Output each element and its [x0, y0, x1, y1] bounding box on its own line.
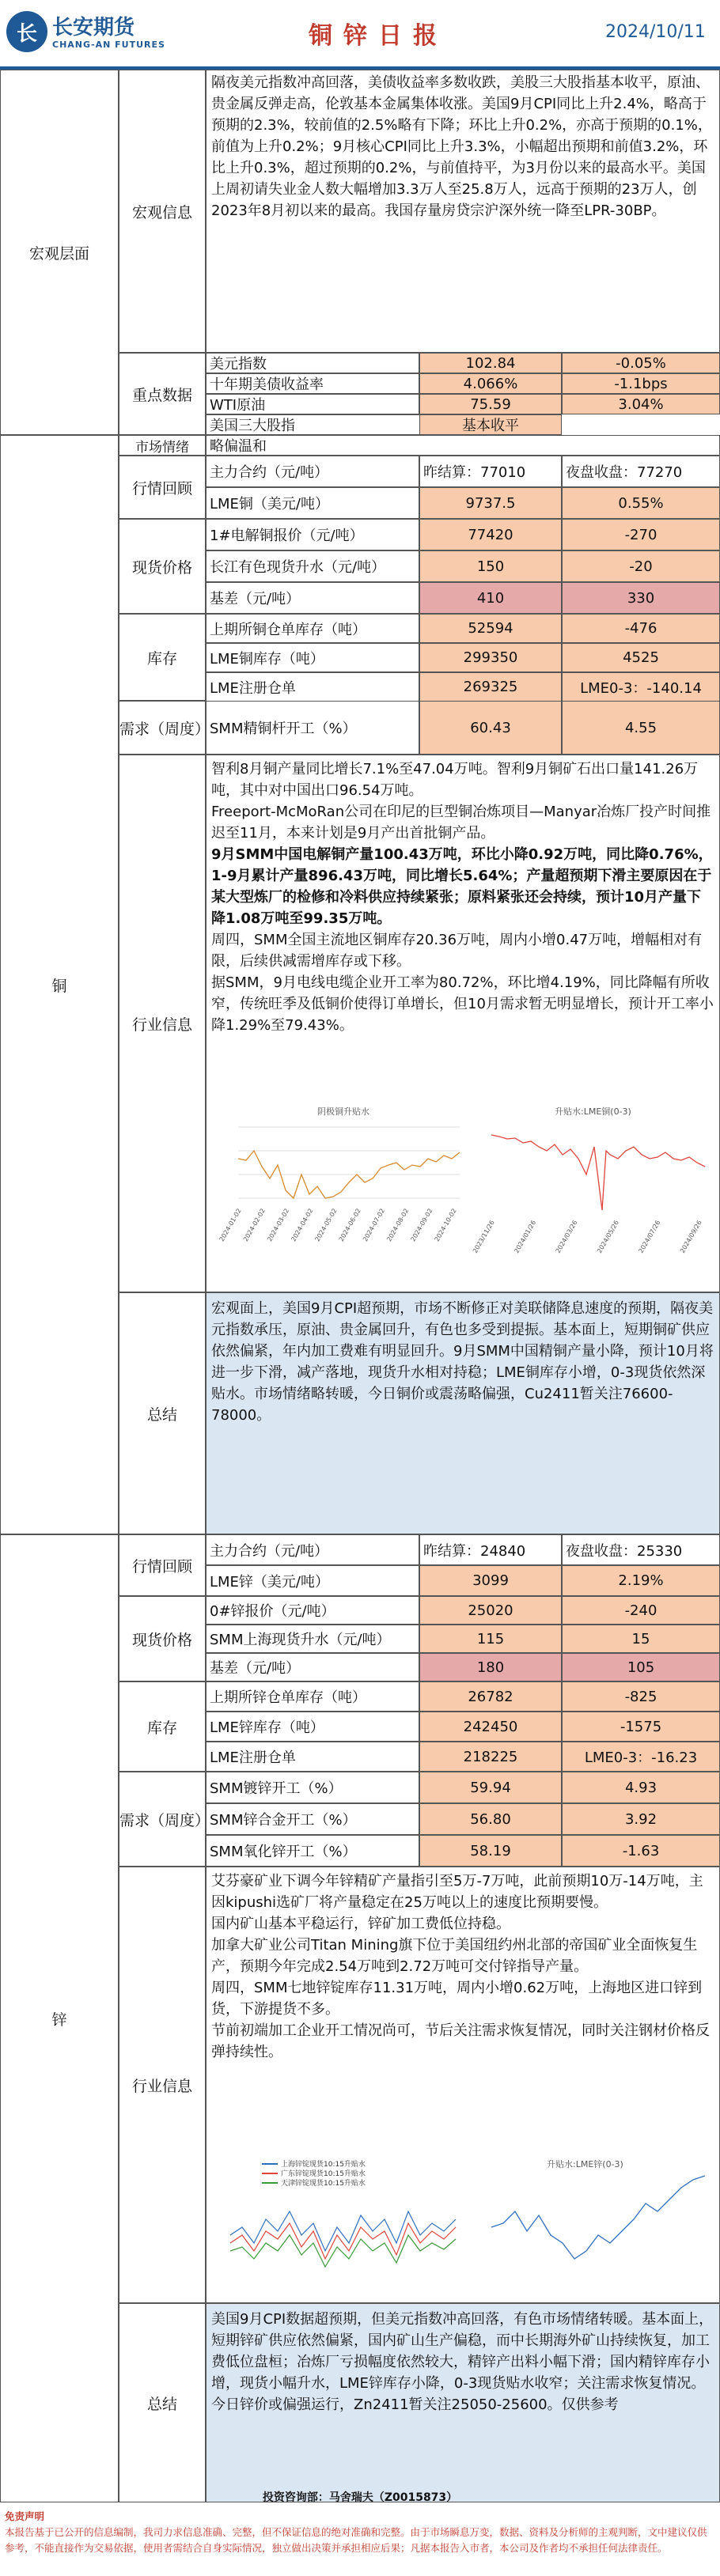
zinc-chart2-title: 升贴水:LME锌(0-3): [547, 2159, 623, 2169]
zinc-legend-2: 广东锌锭现货10:15升贴水: [281, 2170, 366, 2178]
copper-industry-box: [206, 755, 720, 1292]
zinc-review-label: 行情回顾: [119, 1534, 206, 1596]
zinc-lme-change: 2.19%: [562, 1565, 720, 1596]
row-change: -1.1bps: [562, 373, 720, 394]
copper-inv-label: 库存: [119, 614, 206, 701]
row-change: LME0-3：-140.14: [562, 672, 720, 702]
row-name: 基差（元/吨）: [206, 582, 419, 614]
zinc-inv-label: 库存: [119, 1681, 206, 1772]
row-change: -20: [562, 550, 720, 582]
chart-x-tick: 2023/11/26: [471, 1219, 496, 1254]
logo-en: CHANG-AN FUTURES: [52, 40, 165, 50]
row-name: 上期所铜仓单库存（吨）: [206, 614, 419, 643]
sentiment-label: 市场情绪: [119, 435, 206, 456]
chart-x-tick: 2024-06-02: [337, 1207, 362, 1243]
row-value: 150: [419, 550, 562, 582]
zinc-industry-box: [206, 1867, 720, 2303]
row-name: SMM镀锌开工（%）: [206, 1772, 419, 1803]
copper-lme-spread-chart: [471, 1103, 713, 1262]
disclaimer-title: 免责声明: [5, 2510, 45, 2522]
zinc-legend-3: 天津锌锭现货10:15升贴水: [281, 2180, 366, 2188]
chart-x-tick: 2024-01-02: [218, 1207, 243, 1243]
macro-data-label: 重点数据: [119, 353, 206, 435]
zinc-summary-label: 总结: [119, 2303, 206, 2502]
chart-x-tick: 2024-10-02: [433, 1207, 458, 1243]
zinc-industry-label: 行业信息: [119, 1867, 206, 2303]
copper-industry-label: 行业信息: [119, 755, 206, 1292]
row-value: 59.94: [419, 1772, 562, 1803]
row-change: -1.63: [562, 1835, 720, 1867]
chart-x-tick: 2024-09-02: [409, 1207, 434, 1243]
row-name: 长江有色现货升水（元/吨）: [206, 550, 419, 582]
row-value: 基本收平: [419, 414, 562, 435]
zinc-premium-chart: [214, 2156, 468, 2298]
logo-cn: 长安期货: [52, 16, 135, 40]
row-change: 330: [562, 582, 720, 614]
row-change: 4525: [562, 643, 720, 672]
report-date: 2024/10/11: [605, 22, 706, 42]
chart-x-tick: 2024-02-02: [241, 1207, 267, 1243]
row-change: 4.55: [562, 701, 720, 755]
chart-x-tick: 2024/09/26: [678, 1219, 703, 1254]
chart-x-tick: 2024-04-02: [290, 1207, 315, 1243]
row-change: -825: [562, 1681, 720, 1712]
copper-lme-price: 9737.5: [419, 487, 562, 519]
row-change: -270: [562, 519, 720, 550]
chart-x-tick: 2024-07-02: [362, 1207, 387, 1243]
zinc-main-night: 夜盘收盘：25330: [562, 1534, 720, 1565]
chart-x-tick: 2024-05-02: [313, 1207, 339, 1243]
row-value: 115: [419, 1625, 562, 1653]
row-name: 十年期美债收益率: [206, 373, 419, 394]
row-name: SMM上海现货升水（元/吨）: [206, 1625, 419, 1653]
copper-industry-text: 智利8月铜产量同比增长7.1%至47.04万吨。智利9月铜矿石出口量141.26万吨，其中对中国出口96.54万吨。 Freeport-McMoRan公司在印尼的巨型铜冶炼项目—Manyar冶炼厂投产时间推迟至11月，本来计划是9月产出首批铜产品。 9月SMM中国电解铜产量100.43万吨，环比小降0.92万吨，同比降0.76%，1-9月累计产量896.43万吨，同比增长5.64%；产量超预期下滑主要原因在于某大型炼厂的检修和冷料供应持续紧张；原料紧张还会持续，预计10月产量下降1.08万吨至99.35万吨。 周四，SMM全国主流地区铜库存20.36万吨，周内小增0.47万吨，增幅相对有限，后续供减需增库存或下移。 据SMM，9月电线电缆企业开工率为80.72%，环比增4.19%，同比降幅有所收窄，传统旺季及低铜价使得订单增长，但10月需求暂无明显增长，预计开工率小降1.29%至79.43%。: [211, 761, 714, 1034]
chart-x-tick: 2024-03-02: [266, 1207, 291, 1243]
row-name: WTI原油: [206, 394, 419, 414]
row-value: 75.59: [419, 394, 562, 414]
row-value: 299350: [419, 643, 562, 672]
zinc-spot-label: 现货价格: [119, 1596, 206, 1681]
row-name: 上期所锌仓单库存（吨）: [206, 1681, 419, 1712]
report-header: [0, 0, 720, 70]
copper-main-contract: 主力合约（元/吨）: [206, 456, 419, 487]
copper-summary-label: 总结: [119, 1292, 206, 1534]
macro-section-label: 宏观层面: [0, 70, 119, 435]
zinc-lme-spread-chart: [476, 2156, 713, 2298]
row-change: 3.92: [562, 1803, 720, 1835]
row-name: 美国三大股指: [206, 414, 506, 435]
macro-info-text: 隔夜美元指数冲高回落，美债收益率多数收跌，美股三大股指基本收平，原油、贵金属反弹走高，伦敦基本金属集体收涨。美国9月CPI同比上升2.4%，略高于预期的2.3%，较前值的2.5%略有下降；环比上升0.2%，亦高于预期的0.1%，前值为上升0.2%；9月核心CPI同比上升3.3%，小幅超出预期和前值3.2%，环比上升0.3%，超过预期的0.2%，与前值持平，为3月份以来的最高水平。美国上周初请失业金人数大幅增加3.3万人至25.8万人，远高于预期的23万人，创2023年8月初以来的最高。我国存量房贷宗沪深外统一降至LPR-30BP。: [206, 70, 720, 353]
company-logo: [6, 6, 165, 60]
zinc-main-prev: 昨结算：24840: [419, 1534, 562, 1565]
row-name: 美元指数: [206, 353, 419, 373]
row-value: 242450: [419, 1712, 562, 1742]
chart-x-tick: 2024/07/26: [637, 1219, 662, 1254]
row-name: SMM锌合金开工（%）: [206, 1803, 419, 1835]
copper-lme-change: 0.55%: [562, 487, 720, 519]
chart-x-tick: 2024/03/26: [554, 1219, 579, 1254]
row-name: SMM精铜杆开工（%）: [206, 701, 419, 755]
row-name: LME注册仓单: [206, 672, 419, 702]
row-change: -240: [562, 1596, 720, 1625]
copper-chart2-title: 升贴水:LME铜(0-3): [555, 1106, 631, 1117]
row-value: 52594: [419, 614, 562, 643]
row-change: -1575: [562, 1712, 720, 1742]
zinc-summary-text: 美国9月CPI数据超预期，但美元指数冲高回落，有色市场情绪转暖。基本面上，短期锌矿供应依然偏紧，国内矿山生产偏稳，而中长期海外矿山持续恢复，加工费低位盘桓；冶炼厂亏损幅度依然较大，精锌产出料小幅下滑；国内精锌库存小增，现货小幅升水，LME锌库存小降，0-3现货贴水收窄；关注需求恢复情况。今日锌价或偏强运行，Zn2411暂关注25050-25600。仅供参考: [206, 2303, 720, 2502]
row-value: 218225: [419, 1742, 562, 1772]
copper-main-prev: 昨结算：77010: [419, 456, 562, 487]
chart-x-tick: 2024/01/26: [513, 1219, 538, 1254]
row-change: 3.04%: [562, 394, 720, 414]
report-title: 铜锌日报: [309, 22, 448, 50]
row-value: 180: [419, 1653, 562, 1681]
copper-lme-name: LME铜（美元/吨）: [206, 487, 419, 519]
macro-info-label: 宏观信息: [119, 70, 206, 353]
zinc-legend-1: 上海锌锭现货10:15升贴水: [281, 2161, 366, 2169]
row-value: 4.066%: [419, 373, 562, 394]
chart-x-tick: 2024-08-02: [385, 1207, 411, 1243]
copper-premium-chart: [214, 1103, 468, 1262]
zinc-section-label: 锌: [0, 1534, 119, 2502]
copper-section-label: 铜: [0, 435, 119, 1534]
logo-mark-icon: 长: [6, 11, 47, 52]
row-value: 26782: [419, 1681, 562, 1712]
row-change: LME0-3：-16.23: [562, 1742, 720, 1772]
row-value: 25020: [419, 1596, 562, 1625]
copper-chart1-title: 阴极铜升贴水: [317, 1106, 369, 1117]
disclaimer-text: 本报告基于已公开的信息编制，我司力求信息准确、完整，但不保证信息的绝对准确和完整。由于市场瞬息万变，数据、资料及分析师的主观判断，文中建议仅供参考，不能直接作为交易依据，使用者需结合自身实际情况，独立做出决策并承担相应后果；凡据本报告入市者，本公司及作者均不承担任何法律责任。: [5, 2526, 707, 2554]
row-value: 58.19: [419, 1835, 562, 1867]
copper-spot-label: 现货价格: [119, 519, 206, 614]
row-name: 0#锌报价（元/吨）: [206, 1596, 419, 1625]
row-value: 56.80: [419, 1803, 562, 1835]
zinc-demand-label: 需求（周度）: [119, 1772, 206, 1867]
copper-summary-text: 宏观面上，美国9月CPI超预期，市场不断修正对美联储降息速度的预期，隔夜美元指数承压，原油、贵金属回升，有色也多受到提振。基本面上，短期铜矿供应依然偏紧，年内加工费难有明显回升。9月SMM中国精铜产量小降，预计10月将进一步下滑，减产落地，现货升水相对持稳；LME铜库存小增，0-3现货依然深贴水。市场情绪略转暖，今日铜价或震荡略偏强，Cu2411暂关注76600-78000。: [206, 1292, 720, 1534]
copper-review-label: 行情回顾: [119, 456, 206, 519]
row-name: LME铜库存（吨）: [206, 643, 419, 672]
zinc-main-contract: 主力合约（元/吨）: [206, 1534, 419, 1565]
row-value: 60.43: [419, 701, 562, 755]
row-value: 102.84: [419, 353, 562, 373]
row-name: 1#电解铜报价（元/吨）: [206, 519, 419, 550]
disclaimer: [0, 2507, 720, 2576]
footer-advisor: 投资咨询部：马舍瑞夫（Z0015873）: [262, 2491, 458, 2504]
row-change: 15: [562, 1625, 720, 1653]
row-change: 105: [562, 1653, 720, 1681]
row-name: SMM氧化锌开工（%）: [206, 1835, 419, 1867]
zinc-lme-name: LME锌（美元/吨）: [206, 1565, 419, 1596]
chart-x-tick: 2024/05/26: [596, 1219, 620, 1254]
row-value: 269325: [419, 672, 562, 702]
row-change: -0.05%: [562, 353, 720, 373]
row-change: -476: [562, 614, 720, 643]
row-change: 4.93: [562, 1772, 720, 1803]
zinc-industry-text: 艾芬豪矿业下调今年锌精矿产量指引至5万-7万吨，此前预期10万-14万吨，主因kipushi选矿厂将产量稳定在25万吨以上的速度比预期要慢。 国内矿山基本平稳运行，锌矿加工费低位持稳。 加拿大矿业公司Titan Mining旗下位于美国纽约州北部的帝国矿业全面恢复生产，预期今年完成2.54万吨到2.72万吨可交付锌指导产量。 周四，SMM七地锌锭库存11.31万吨，周内小增0.62万吨，上海地区进口锌到货，下游提货不多。 节前初端加工企业开工情况尚可，节后关注需求恢复情况，同时关注钢材价格反弹持续性。: [211, 1873, 710, 2060]
row-name: 基差（元/吨）: [206, 1653, 419, 1681]
row-value: 410: [419, 582, 562, 614]
copper-demand-label: 需求（周度）: [119, 701, 206, 755]
row-name: LME锌库存（吨）: [206, 1712, 419, 1742]
copper-main-night: 夜盘收盘：77270: [562, 456, 720, 487]
zinc-lme-price: 3099: [419, 1565, 562, 1596]
sentiment-value: 略偏温和: [206, 435, 720, 456]
row-name: LME注册仓单: [206, 1742, 419, 1772]
row-value: 77420: [419, 519, 562, 550]
